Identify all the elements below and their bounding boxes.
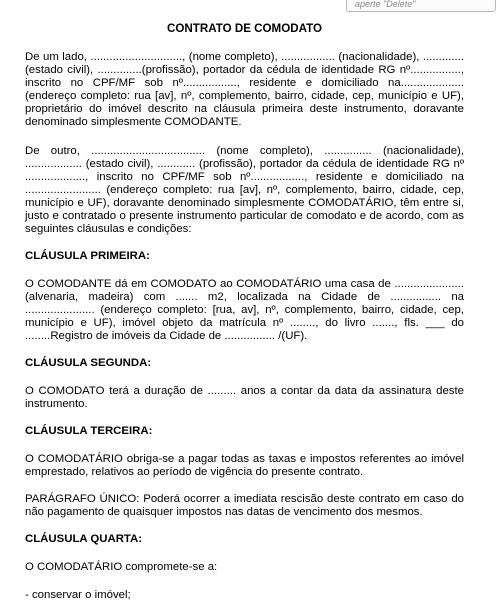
paragraph-comodatario: De outro, .................................... (nome completo), ............... (nacionalidade), .................. (estado civil), ............ (profissão), portador da cédula de identidade RG nº ..................., inscrito no CPF/MF sob nº................., residente e domiciliado na ........................ (endereço completo: rua [av], nº, complemento, bairro, cidade, cep, município e UF), doravante denominado simplesmente COMODATÁRIO, têm entre si, justo e contratado o presente instrumento particular de comodato e de acordo, com as seguintes cláusulas e condições: xyxy=(25,145,464,235)
paragraph-comodante: De um lado, ............................., (nome completo), ................. (nacionalidade), ............. (estado civil), ..............(profissão), portador da cédula de identidade RG nº................, inscrito no CPF/MF sob nº................., residente e domiciliado na.................... (endereço completo: rua [av], nº, complemento, bairro, cidade, cep, município e UF), proprietário do imóvel descrito na cláusula primeira deste instrumento, doravante denominado simplesmente COMODANTE. xyxy=(25,51,464,128)
clausula-primeira-text: O COMODANTE dá em COMODATO ao COMODATÁRIO uma casa de ...................... (alvenaria, madeira) com ....... m2, localizada na Cidade de ................ na ...................... (endereço completo: [rua, av], nº, complemento, bairro, cidade, cep, município e UF), imóvel objeto da matrícula nº ........, do livro ......., fls. ___ do ........Registro de imóveis da Cidade de ................ /(UF). xyxy=(25,278,464,342)
paragrafo-unico-text: PARÁGRAFO ÚNICO: Poderá ocorrer a imediata rescisão deste contrato em caso do não pagamento de quaisquer impostos nas datas de vencimento dos mesmos. xyxy=(25,493,464,518)
heading-clausula-primeira: CLÁUSULA PRIMEIRA: xyxy=(25,250,150,262)
clausula-segunda-text: O COMODATO terá a duração de ......... anos a contar da data da assinatura deste instrumento. xyxy=(25,385,464,410)
contract-document xyxy=(25,22,464,602)
clausula-quarta-item: - conservar o imóvel; xyxy=(25,589,131,601)
heading-clausula-terceira: CLÁUSULA TERCEIRA: xyxy=(25,425,153,437)
document-title: CONTRATO DE COMODATO xyxy=(166,22,322,35)
heading-clausula-quarta: CLÁUSULA QUARTA: xyxy=(25,533,143,545)
delete-hint-tooltip: aperte "Delete" xyxy=(346,0,496,12)
heading-clausula-segunda: CLÁUSULA SEGUNDA: xyxy=(25,357,152,369)
clausula-terceira-text: O COMODATÁRIO obriga-se a pagar todas as taxas e impostos referentes ao imóvel emprestado, relativos ao período de vigência do presente contrato. xyxy=(25,453,464,478)
clausula-quarta-text: O COMODATÁRIO compromete-se a: xyxy=(25,561,218,573)
